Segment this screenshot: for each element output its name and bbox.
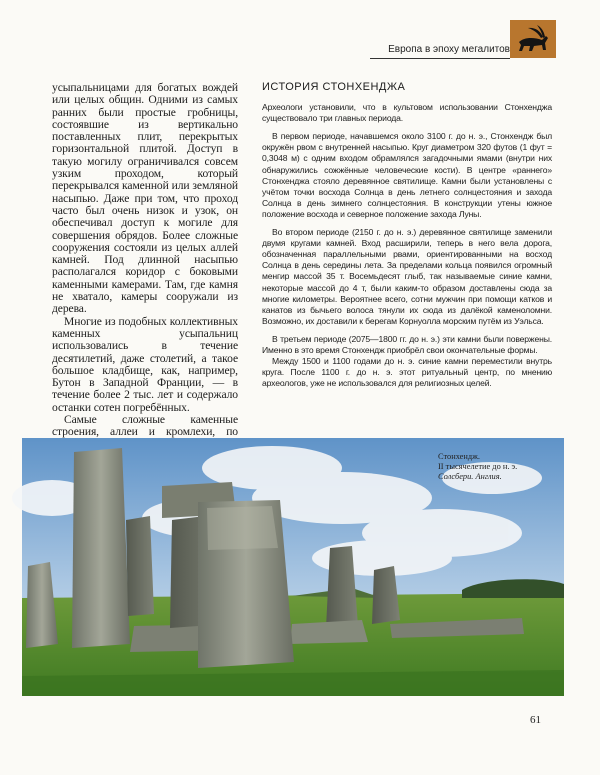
caption-date: II тысячелетие до н. э. <box>438 462 518 471</box>
sidebar-paragraph-2: В первом периоде, начавшемся около 3100 г. до н. э., Стонхендж был окружён рвом с внутренней насыпью. Круг диаметром 320 футов (1 фут = 0,3048 м) с одним входом обрамлялся загадочными ямами (внутри них обнаружились сожжённые человеческие кости). В центре «раннего» Стонхенджа стояло деревянное святилище. Камни были установлены с учётом точки восхода Солнца в день летнего солнцестояния и захода Солнца в день зимнего солнцестояния. В конструкции утены южное положение восхода и северное положение захода Луны. <box>262 131 552 219</box>
page-number: 61 <box>530 714 541 726</box>
sidebar-paragraph-1: Археологи установили, что в культовом использовании Стонхенджа существовало три главных периода. <box>262 102 552 124</box>
left-paragraph-1: усыпальницами для богатых вождей или целых общин. Одними из самых ранних были простые гробницы, состоявшие из вертикально поставленных плит, перекрытых горизонтальной плитой. Доступ в такую могилу ограничивался совсем узким проходом, который перекрывался каменной или земляной насыпью. Даже при том, что проход часто был очень низок и узок, он обеспечивал доступ к могиле для совершения обрядов. Более сложные сооружения состояли из целых аллей камней. Под длинной насыпью располагался коридор с боковыми каменными камерами. Там, где камня не хватало, камеры сооружали из дерева. <box>52 81 238 316</box>
header-rule <box>370 58 510 59</box>
running-header-title: Европа в эпоху мегалитов <box>388 44 510 55</box>
sidebar-paragraph-3: Во втором периоде (2150 г. до н. э.) деревянное святилище заменили двумя кругами камней. Вход расширили, теперь в него вела дорога, обозначенная параллельными рвами, ориентированными на восход Солнца в день середины лета. За пределами кольца появился огромный менгир массой 35 т. Восемьдесят глыб, так называемые синие камни, некоторые массой до 4 т, были каким-то образом доставлены сюда за многие километры. Вероятнее всего, сотни мужчин при помощи катков и канатов из бычьего волоса тянули их сюда из далёкой каменоломни. Возможно, их доставили к берегам Корнуолла морским путём из Уэльса. <box>262 227 552 326</box>
caption-title: Стонхендж. <box>438 452 481 461</box>
sidebar-stonehenge-history <box>262 82 552 396</box>
left-paragraph-3: Самые сложные каменные строения, аллеи и кромлехи, по <box>52 413 238 439</box>
left-text-column <box>52 81 238 439</box>
photo-caption <box>438 452 548 482</box>
sidebar-paragraph-4: В третьем периоде (2075—1800 гг. до н. э.) эти камни были повержены. Именно в это время Стонхендж приобрёл свои окончательные формы. <box>262 333 552 355</box>
stonehenge-photo <box>22 438 564 696</box>
left-paragraph-2: Многие из подобных коллективных каменных усыпальниц использовались в течение десятилетий, даже столетий, а такое большое кладбище, как, например, Бутон в Западной Франции, — в течение более 2 тыс. лет и содержало останки сотен погребённых. <box>52 314 238 414</box>
ibex-petroglyph-icon <box>510 20 556 58</box>
caption-location: Солсбери. Англия. <box>438 472 502 481</box>
sidebar-heading: ИСТОРИЯ СТОНХЕНДЖА <box>262 81 406 93</box>
sidebar-paragraph-5: Между 1500 и 1100 годами до н. э. синие камни переместили внутрь круга. После 1100 г. до н. э. этот ритуальный центр, по мнению археологов, уже не использовался для религиозных целей. <box>262 356 552 389</box>
